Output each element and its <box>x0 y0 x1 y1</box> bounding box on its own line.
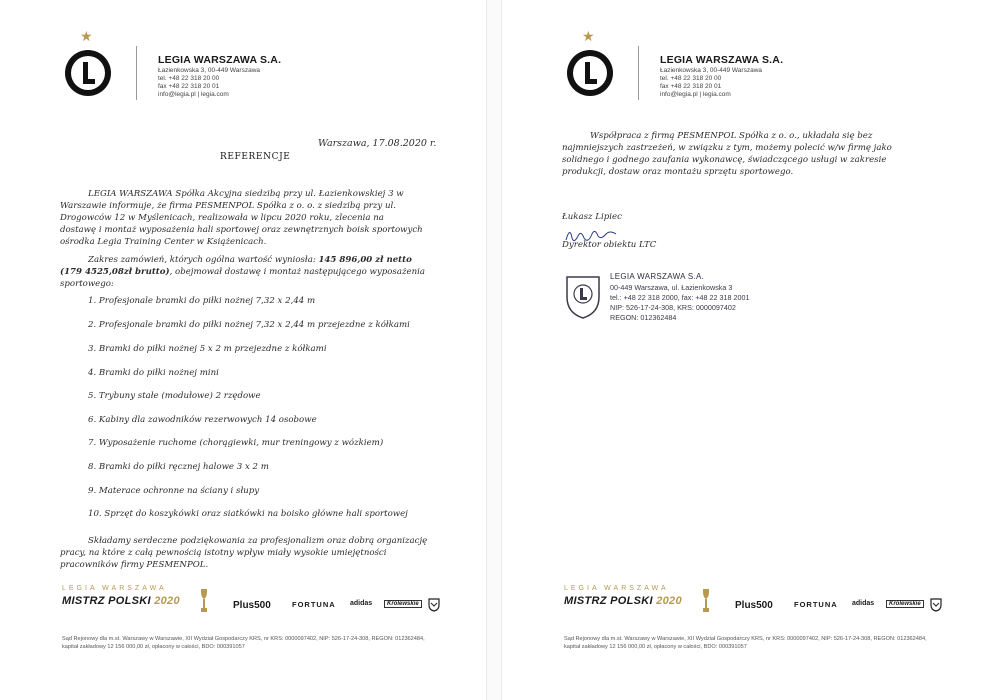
paragraph-line: najmniejszych zastrzeżeń, w związku z tym, możemy polecić w/w firmę jako <box>562 143 892 153</box>
legia-logo-icon <box>64 49 112 97</box>
stamp-line: LEGIA WARSZAWA S.A. <box>610 272 705 281</box>
header-divider <box>638 46 639 100</box>
list-item: 5. Trybuny stałe (modułowe) 2 rzędowe <box>88 391 261 401</box>
champion-banner <box>62 595 180 607</box>
paragraph-line: Współpraca z firmą PESMENPOL Spółka z o. o., układała się bez <box>590 131 873 141</box>
sponsor-adidas: adidas <box>350 600 373 607</box>
list-item: 9. Materace ochronne na ściany i słupy <box>88 486 260 496</box>
paragraph-line: solidnego i godnego zaufania wykonawcę, świadczącego usługi w zakresie <box>562 155 887 165</box>
legal-line-1: Sąd Rejonowy dla m.st. Warszawy w Warszawie, XII Wydział Gospodarczy KRS, nr KRS: 0000097402, NIP: 526-17-24-308, REGON: 012362484, <box>564 636 927 642</box>
company-address: Łazienkowska 3, 00-449 Warszawa <box>660 67 763 74</box>
company-contact: info@legia.pl | legia.com <box>660 91 731 98</box>
legal-line-1: Sąd Rejonowy dla m.st. Warszawy w Warszawie, XII Wydział Gospodarczy KRS, nr KRS: 0000097402, NIP: 526-17-24-308, REGON: 012362484, <box>62 636 425 642</box>
stamp-line: NIP: 526-17-24-308, KRS: 0000097402 <box>610 303 736 312</box>
paragraph-line: LEGIA WARSZAWA Spółka Akcyjna siedzibą przy ul. Łazienkowskiej 3 w <box>88 189 404 199</box>
list-item: 7. Wyposażenie ruchome (chorągiewki, mur treningowy z wózkiem) <box>88 438 384 448</box>
paragraph-thanks <box>60 535 450 571</box>
paragraph-line <box>60 266 450 278</box>
paragraph-intro <box>60 188 450 248</box>
value-netto: 145 896,00 zł netto <box>318 255 412 265</box>
company-address: Łazienkowska 3, 00-449 Warszawa <box>158 67 261 74</box>
company-name: LEGIA WARSZAWA S.A. <box>660 54 784 66</box>
company-fax: fax +48 22 318 20 01 <box>660 83 722 90</box>
list-item: 4. Bramki do piłki nożnej mini <box>88 368 219 378</box>
list-item: 2. Profesjonale bramki do piłki nożnej 7,32 x 2,44 m przejezdne z kółkami <box>88 320 410 330</box>
company-tel: tel. +48 22 318 20 00 <box>660 75 722 82</box>
legal-line-2: kapitał zakładowy 12 156 000,00 zł, opłacony w całości, BDO: 000391057 <box>564 644 747 650</box>
trophy-icon <box>199 588 209 614</box>
sponsor-plus500: Plus500 <box>735 600 773 611</box>
sponsor-fortuna: FORTUNA <box>292 600 336 609</box>
signer-name: Łukasz Lipiec <box>562 212 622 222</box>
star-icon: ★ <box>80 29 93 45</box>
list-item: 6. Kabiny dla zawodników rezerwowych 14 osobowe <box>88 415 317 425</box>
company-stamp <box>564 270 794 330</box>
page-gutter <box>486 0 502 700</box>
champion-caption: LEGIA WARSZAWA <box>62 585 167 592</box>
company-fax: fax +48 22 318 20 01 <box>158 83 220 90</box>
value-brutto: (179 4525,08zł brutto) <box>60 267 170 277</box>
letter-page-1 <box>0 0 486 700</box>
sponsor-emblem-icon <box>930 598 942 612</box>
letter-date: Warszawa, 17.08.2020 r. <box>318 138 437 149</box>
legia-logo-icon <box>566 49 614 97</box>
champion-year: 2020 <box>656 595 682 607</box>
list-item: 8. Bramki do piłki ręcznej halowe 3 x 2 m <box>88 462 269 472</box>
champion-title: MISTRZ POLSKI <box>62 595 151 607</box>
paragraph-line: dostawę i montaż wyposażenia hali sportowej oraz zewnętrznych boisk sportowych <box>60 225 423 235</box>
paragraph-line: Warszawie informuje, że firma PESMENPOL Spółka z o. o. z siedzibą przy ul. <box>60 201 396 211</box>
paragraph-line: Drogowców 12 w Myślenicach, realizowała w lipcu 2020 roku, zlecenia na <box>60 213 384 223</box>
stamp-line: REGON: 012362484 <box>610 313 677 322</box>
champion-banner <box>564 595 682 607</box>
paragraph-line: pracowników firmy PESMENPOL. <box>60 560 209 570</box>
signer-role: Dyrektor obiektu LTC <box>562 240 657 250</box>
paragraph-line: Składamy serdeczne podziękowania za profesjonalizm oraz dobrą organizację <box>88 536 428 546</box>
sponsor-krolewskie: Królewskie <box>384 600 422 608</box>
champion-caption: LEGIA WARSZAWA <box>564 585 669 592</box>
company-name: LEGIA WARSZAWA S.A. <box>158 54 282 66</box>
paragraph-line: ośrodka Legia Training Center w Książenicach. <box>60 237 267 247</box>
sponsor-krolewskie: Królewskie <box>886 600 924 608</box>
champion-title: MISTRZ POLSKI <box>564 595 653 607</box>
paragraph-scope <box>60 254 450 290</box>
stamp-line: tel.: +48 22 318 2000, fax: +48 22 318 2001 <box>610 293 750 302</box>
sponsor-adidas: adidas <box>852 600 875 607</box>
paragraph-line: sportowego: <box>60 279 114 289</box>
header-divider <box>136 46 137 100</box>
company-tel: tel. +48 22 318 20 00 <box>158 75 220 82</box>
paragraph-line: produkcji, dostaw oraz montażu sprzętu sportowego. <box>562 167 794 177</box>
sponsor-plus500: Plus500 <box>233 600 271 611</box>
list-item: 3. Bramki do piłki nożnej 5 x 2 m przejezdne z kółkami <box>88 344 327 354</box>
legal-line-2: kapitał zakładowy 12 156 000,00 zł, opłacony w całości, BDO: 000391057 <box>62 644 245 650</box>
letter-title: REFERENCJE <box>220 152 291 162</box>
paragraph-recommendation <box>562 130 952 178</box>
sponsor-fortuna: FORTUNA <box>794 600 838 609</box>
letter-page-2 <box>502 0 988 700</box>
stamp-crest-icon <box>564 274 602 320</box>
scope-intro: Zakres zamówień, których ogólna wartość wyniosła: <box>88 255 316 265</box>
company-contact: info@legia.pl | legia.com <box>158 91 229 98</box>
champion-year: 2020 <box>154 595 180 607</box>
stamp-line: 00-449 Warszawa, ul. Łazienkowska 3 <box>610 283 733 292</box>
star-icon: ★ <box>582 29 595 45</box>
paragraph-line: pracy, na które z całą pewnością istotny wpływ miały wysokie umiejętności <box>60 548 387 558</box>
list-item: 1. Profesjonale bramki do piłki nożnej 7,32 x 2,44 m <box>88 296 316 306</box>
scope-rest: , obejmował dostawę i montaż następującego wyposażenia <box>169 267 425 277</box>
paragraph-line <box>60 254 450 266</box>
sponsor-emblem-icon <box>428 598 440 612</box>
list-item: 10. Sprzęt do koszykówki oraz siatkówki na boisko główne hali sportowej <box>88 509 408 519</box>
trophy-icon <box>701 588 711 614</box>
